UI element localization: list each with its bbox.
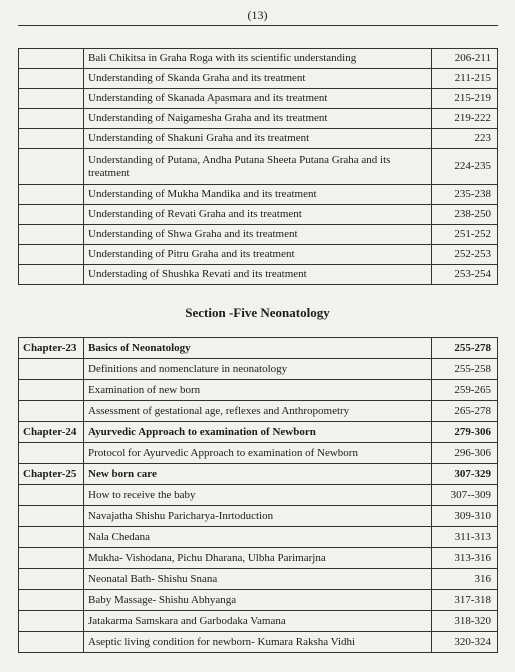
contents-table-upper (18, 48, 498, 285)
chapter-cell (19, 129, 84, 149)
title-cell: Aseptic living condition for newborn- Kumara Raksha Vidhi (84, 632, 432, 653)
title-cell: Understanding of Mukha Mandika and its treatment (84, 185, 432, 205)
pages-cell: 223 (432, 129, 498, 149)
title-cell: Understanding of Revati Graha and its treatment (84, 205, 432, 225)
title-cell: Understanding of Skanada Apasmara and its treatment (84, 89, 432, 109)
contents-row (19, 129, 498, 149)
pages-cell: 235-238 (432, 185, 498, 205)
contents-row (19, 205, 498, 225)
title-cell: Baby Massage- Shishu Abhyanga (84, 590, 432, 611)
chapter-cell: Chapter-24 (19, 422, 84, 443)
pages-cell: 318-320 (432, 611, 498, 632)
pages-cell: 224-235 (432, 149, 498, 185)
pages-cell: 219-222 (432, 109, 498, 129)
contents-row (19, 338, 498, 359)
chapter-cell (19, 380, 84, 401)
pages-cell: 238-250 (432, 205, 498, 225)
chapter-cell (19, 89, 84, 109)
title-cell: New born care (84, 464, 432, 485)
title-cell: How to receive the baby (84, 485, 432, 506)
pages-cell: 317-318 (432, 590, 498, 611)
chapter-cell (19, 527, 84, 548)
title-cell: Understanding of Pitru Graha and its treatment (84, 245, 432, 265)
chapter-cell (19, 632, 84, 653)
contents-row (19, 548, 498, 569)
pages-cell: 307--309 (432, 485, 498, 506)
chapter-cell (19, 443, 84, 464)
pages-cell: 215-219 (432, 89, 498, 109)
contents-row (19, 422, 498, 443)
title-cell: Basics of Neonatology (84, 338, 432, 359)
contents-row (19, 590, 498, 611)
title-cell: Understanding of Shakuni Graha and its treatment (84, 129, 432, 149)
pages-cell: 313-316 (432, 548, 498, 569)
pages-cell: 296-306 (432, 443, 498, 464)
chapter-cell (19, 611, 84, 632)
title-cell: Assessment of gestational age, reflexes and Anthropometry (84, 401, 432, 422)
pages-cell: 307-329 (432, 464, 498, 485)
contents-row (19, 245, 498, 265)
chapter-cell (19, 69, 84, 89)
contents-row (19, 225, 498, 245)
pages-cell: 253-254 (432, 265, 498, 285)
chapter-cell (19, 359, 84, 380)
title-cell: Bali Chikitsa in Graha Roga with its scientific understanding (84, 49, 432, 69)
title-cell: Neonatal Bath- Shishu Snana (84, 569, 432, 590)
contents-row (19, 611, 498, 632)
pages-cell: 206-211 (432, 49, 498, 69)
pages-cell: 309-310 (432, 506, 498, 527)
chapter-cell: Chapter-23 (19, 338, 84, 359)
contents-row (19, 506, 498, 527)
title-cell: Examination of new born (84, 380, 432, 401)
chapter-cell (19, 245, 84, 265)
chapter-cell (19, 265, 84, 285)
title-cell: Ayurvedic Approach to examination of Newborn (84, 422, 432, 443)
contents-row (19, 149, 498, 185)
title-cell: Understading of Shushka Revati and its treatment (84, 265, 432, 285)
page-number: (13) (247, 8, 268, 22)
pages-cell: 265-278 (432, 401, 498, 422)
pages-cell: 255-258 (432, 359, 498, 380)
contents-table-lower (18, 337, 498, 653)
pages-cell: 211-215 (432, 69, 498, 89)
pages-cell: 255-278 (432, 338, 498, 359)
pages-cell: 311-313 (432, 527, 498, 548)
title-cell: Definitions and nomenclature in neonatology (84, 359, 432, 380)
pages-cell: 320-324 (432, 632, 498, 653)
contents-row (19, 380, 498, 401)
contents-row (19, 569, 498, 590)
chapter-cell (19, 109, 84, 129)
contents-row (19, 359, 498, 380)
title-cell: Understanding of Naigamesha Graha and its treatment (84, 109, 432, 129)
chapter-cell (19, 485, 84, 506)
chapter-cell (19, 49, 84, 69)
contents-row (19, 69, 498, 89)
contents-row (19, 401, 498, 422)
pages-cell: 251-252 (432, 225, 498, 245)
title-cell: Nala Chedana (84, 527, 432, 548)
pages-cell: 259-265 (432, 380, 498, 401)
chapter-cell (19, 548, 84, 569)
chapter-cell (19, 185, 84, 205)
title-cell: Navajatha Shishu Paricharya-Inrtoduction (84, 506, 432, 527)
contents-row (19, 109, 498, 129)
title-cell: Jatakarma Samskara and Garbodaka Vamana (84, 611, 432, 632)
contents-row (19, 464, 498, 485)
chapter-cell: Chapter-25 (19, 464, 84, 485)
chapter-cell (19, 225, 84, 245)
pages-cell: 279-306 (432, 422, 498, 443)
chapter-cell (19, 401, 84, 422)
title-cell: Mukha- Vishodana, Pichu Dharana, Ulbha Parimarjna (84, 548, 432, 569)
contents-row (19, 485, 498, 506)
chapter-cell (19, 590, 84, 611)
pages-cell: 252-253 (432, 245, 498, 265)
title-cell: Understanding of Shwa Graha and its treatment (84, 225, 432, 245)
contents-row (19, 49, 498, 69)
contents-row (19, 632, 498, 653)
contents-row (19, 443, 498, 464)
section-heading: Section -Five Neonatology (185, 305, 330, 320)
contents-row (19, 527, 498, 548)
contents-row (19, 265, 498, 285)
title-cell: Understanding of Skanda Graha and its treatment (84, 69, 432, 89)
chapter-cell (19, 149, 84, 185)
top-rule (18, 25, 498, 26)
chapter-cell (19, 205, 84, 225)
chapter-cell (19, 506, 84, 527)
title-cell: Protocol for Ayurvedic Approach to examination of Newborn (84, 443, 432, 464)
contents-row (19, 185, 498, 205)
contents-row (19, 89, 498, 109)
pages-cell: 316 (432, 569, 498, 590)
title-cell: Understanding of Putana, Andha Putana Sheeta Putana Graha and its treatment (84, 149, 432, 185)
chapter-cell (19, 569, 84, 590)
